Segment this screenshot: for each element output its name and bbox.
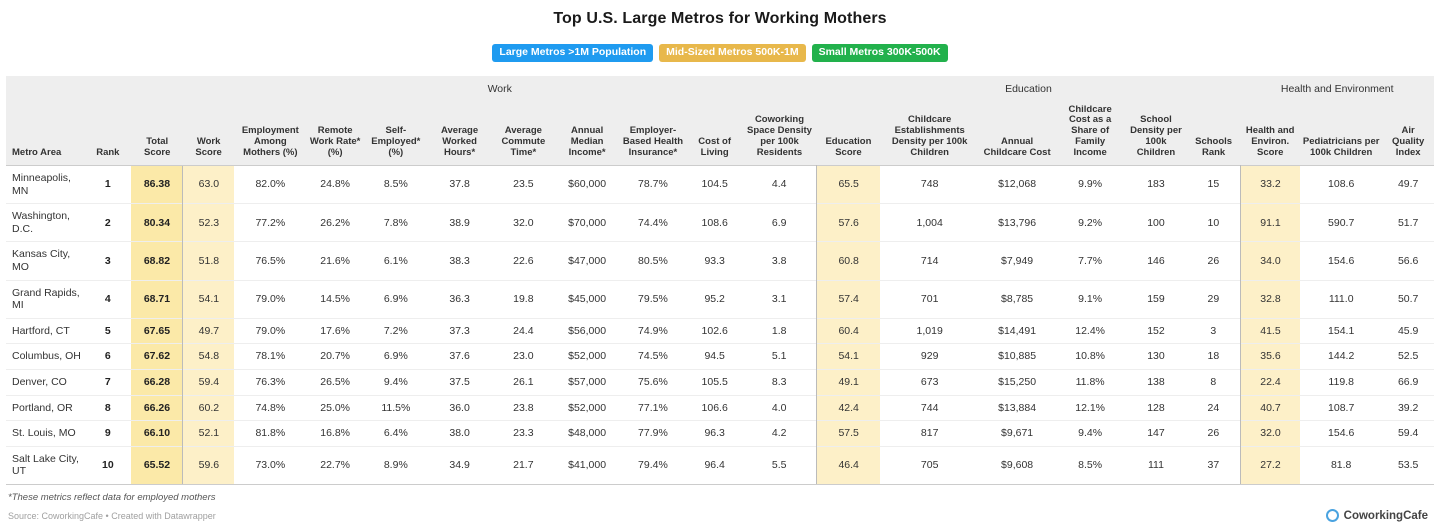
cell-value: $7,949 [979, 242, 1055, 280]
group-header-blank [6, 76, 183, 102]
cell-value: $10,885 [979, 344, 1055, 370]
cell-coworking-density: 6.9 [742, 204, 816, 242]
cell-value: 79.0% [234, 318, 306, 344]
cell-value: 82.0% [234, 166, 306, 204]
cell-value: 96.4 [687, 446, 743, 484]
cell-value: 108.6 [1300, 166, 1382, 204]
col-pediatricians[interactable]: Pediatricians per 100k Children [1300, 102, 1382, 166]
cell-value: 56.6 [1382, 242, 1434, 280]
cell-value: 9.2% [1055, 204, 1125, 242]
cell-work-score: 54.1 [183, 280, 234, 318]
cell-value: 45.9 [1382, 318, 1434, 344]
col-metro-area[interactable]: Metro Area [6, 102, 84, 166]
cell-value: 78.7% [619, 166, 687, 204]
cell-value: 111 [1125, 446, 1187, 484]
cell-value: 37.6 [428, 344, 492, 370]
cell-value: 22.6 [491, 242, 555, 280]
cell-value: 21.6% [306, 242, 364, 280]
cell-value: 75.6% [619, 370, 687, 396]
cell-value: 95.2 [687, 280, 743, 318]
cell-coworking-density: 4.2 [742, 421, 816, 447]
legend-item-small-metros[interactable]: Small Metros 300K-500K [812, 44, 948, 62]
cell-total-score: 66.10 [131, 421, 182, 447]
cell-work-score: 49.7 [183, 318, 234, 344]
col-school-density[interactable]: School Density per 100k Children [1125, 102, 1187, 166]
cell-metro-area: Kansas City, MO [6, 242, 84, 280]
cell-value: 108.6 [687, 204, 743, 242]
cell-value: 81.8% [234, 421, 306, 447]
col-health-environ-score[interactable]: Health and Environ. Score [1240, 102, 1300, 166]
cell-education-score: 60.8 [817, 242, 881, 280]
cell-education-score: 65.5 [817, 166, 881, 204]
cell-health-score: 32.0 [1240, 421, 1300, 447]
cell-health-score: 35.6 [1240, 344, 1300, 370]
cell-value: 59.4 [1382, 421, 1434, 447]
cell-value: 77.1% [619, 395, 687, 421]
cell-value: 25.0% [306, 395, 364, 421]
cell-value: $15,250 [979, 370, 1055, 396]
cell-value: 96.3 [687, 421, 743, 447]
table-row [6, 280, 1434, 318]
cell-value: 152 [1125, 318, 1187, 344]
cell-value: 183 [1125, 166, 1187, 204]
cell-value: 24.8% [306, 166, 364, 204]
col-remote-work-rate[interactable]: Remote Work Rate* (%) [306, 102, 364, 166]
cell-coworking-density: 8.3 [742, 370, 816, 396]
cell-education-score: 57.6 [817, 204, 881, 242]
cell-value: $60,000 [555, 166, 619, 204]
cell-value: $9,608 [979, 446, 1055, 484]
cell-coworking-density: 4.0 [742, 395, 816, 421]
cell-value: 22.7% [306, 446, 364, 484]
cell-value: 38.3 [428, 242, 492, 280]
cell-value: 66.9 [1382, 370, 1434, 396]
cell-value: 701 [880, 280, 979, 318]
cell-value: 9.4% [364, 370, 428, 396]
cell-value: 21.7 [491, 446, 555, 484]
col-work-score[interactable]: Work Score [183, 102, 234, 166]
footnote: *These metrics reflect data for employed mothers [8, 492, 216, 504]
cell-value: 6.4% [364, 421, 428, 447]
cell-value: $9,671 [979, 421, 1055, 447]
cell-coworking-density: 5.1 [742, 344, 816, 370]
page-title: Top U.S. Large Metros for Working Mothers [553, 10, 887, 27]
cell-metro-area: Hartford, CT [6, 318, 84, 344]
cell-value: 78.1% [234, 344, 306, 370]
cell-total-score: 67.62 [131, 344, 182, 370]
cell-work-score: 59.6 [183, 446, 234, 484]
cell-value: 1,019 [880, 318, 979, 344]
table-row [6, 370, 1434, 396]
cell-value: 36.0 [428, 395, 492, 421]
cell-work-score: 54.8 [183, 344, 234, 370]
cell-health-score: 32.8 [1240, 280, 1300, 318]
cell-value: 38.0 [428, 421, 492, 447]
table-body [6, 166, 1434, 485]
cell-value: 23.3 [491, 421, 555, 447]
cell-value: 12.1% [1055, 395, 1125, 421]
cell-value: 7.7% [1055, 242, 1125, 280]
cell-metro-area: St. Louis, MO [6, 421, 84, 447]
cell-value: $57,000 [555, 370, 619, 396]
table-row [6, 395, 1434, 421]
cell-value: 9.9% [1055, 166, 1125, 204]
cell-metro-area: Salt Lake City, UT [6, 446, 84, 484]
cell-value: 20.7% [306, 344, 364, 370]
cell-value: 147 [1125, 421, 1187, 447]
cell-value: 108.7 [1300, 395, 1382, 421]
cell-value: $13,884 [979, 395, 1055, 421]
cell-value: 93.3 [687, 242, 743, 280]
cell-metro-area: Portland, OR [6, 395, 84, 421]
cell-value: 19.8 [491, 280, 555, 318]
table-row [6, 446, 1434, 484]
col-childcare-establishments-density[interactable]: Childcare Establishments Density per 100k Children [880, 102, 979, 166]
cell-value: $41,000 [555, 446, 619, 484]
cell-value: 74.4% [619, 204, 687, 242]
cell-work-score: 52.3 [183, 204, 234, 242]
cell-value: 10.8% [1055, 344, 1125, 370]
cell-value: 73.0% [234, 446, 306, 484]
table-group-row [6, 76, 1434, 102]
cell-value: $14,491 [979, 318, 1055, 344]
cell-health-score: 27.2 [1240, 446, 1300, 484]
cell-value: 52.5 [1382, 344, 1434, 370]
cell-value: 32.0 [491, 204, 555, 242]
cell-value: 119.8 [1300, 370, 1382, 396]
cell-rank: 1 [84, 166, 131, 204]
cell-schools-rank: 37 [1187, 446, 1241, 484]
col-education-score[interactable]: Education Score [817, 102, 881, 166]
table-row [6, 421, 1434, 447]
metros-table [6, 76, 1434, 486]
table-header [6, 76, 1434, 166]
cell-total-score: 86.38 [131, 166, 182, 204]
cell-value: 1,004 [880, 204, 979, 242]
cell-coworking-density: 3.8 [742, 242, 816, 280]
cell-value: 39.2 [1382, 395, 1434, 421]
cell-metro-area: Denver, CO [6, 370, 84, 396]
col-annual-childcare-cost[interactable]: Annual Childcare Cost [979, 102, 1055, 166]
cell-value: $70,000 [555, 204, 619, 242]
cell-coworking-density: 5.5 [742, 446, 816, 484]
cell-value: 9.1% [1055, 280, 1125, 318]
cell-value: 7.8% [364, 204, 428, 242]
table-column-header-row [6, 102, 1434, 166]
cell-value: 76.3% [234, 370, 306, 396]
cell-value: 138 [1125, 370, 1187, 396]
cell-education-score: 49.1 [817, 370, 881, 396]
cell-value: 154.6 [1300, 242, 1382, 280]
legend-item-large-metros[interactable]: Large Metros >1M Population [492, 44, 653, 62]
cell-schools-rank: 3 [1187, 318, 1241, 344]
table-row [6, 242, 1434, 280]
cell-value: 23.8 [491, 395, 555, 421]
col-childcare-cost-share[interactable]: Childcare Cost as a Share of Family Income [1055, 102, 1125, 166]
cell-metro-area: Washington, D.C. [6, 204, 84, 242]
cell-value: 11.5% [364, 395, 428, 421]
cell-value: 8.5% [364, 166, 428, 204]
cell-value: $52,000 [555, 395, 619, 421]
cell-value: 77.2% [234, 204, 306, 242]
cell-total-score: 80.34 [131, 204, 182, 242]
col-air-quality-index[interactable]: Air Quality Index [1382, 102, 1434, 166]
cell-value: $52,000 [555, 344, 619, 370]
cell-value: $56,000 [555, 318, 619, 344]
cell-schools-rank: 15 [1187, 166, 1241, 204]
cell-health-score: 22.4 [1240, 370, 1300, 396]
cell-value: 146 [1125, 242, 1187, 280]
brand-name: CoworkingCafe [1343, 509, 1428, 522]
col-employment-among-mothers[interactable]: Employment Among Mothers (%) [234, 102, 306, 166]
cell-value: $8,785 [979, 280, 1055, 318]
cell-value: 26.5% [306, 370, 364, 396]
cell-total-score: 68.71 [131, 280, 182, 318]
cell-value: 24.4 [491, 318, 555, 344]
cell-rank: 6 [84, 344, 131, 370]
cell-value: 154.6 [1300, 421, 1382, 447]
cell-education-score: 46.4 [817, 446, 881, 484]
cell-value: 590.7 [1300, 204, 1382, 242]
cell-work-score: 51.8 [183, 242, 234, 280]
cell-schools-rank: 8 [1187, 370, 1241, 396]
cell-value: 26.2% [306, 204, 364, 242]
cell-value: 49.7 [1382, 166, 1434, 204]
cell-value: 34.9 [428, 446, 492, 484]
cell-value: 81.8 [1300, 446, 1382, 484]
cell-rank: 8 [84, 395, 131, 421]
cell-value: 105.5 [687, 370, 743, 396]
cell-value: 80.5% [619, 242, 687, 280]
group-header-health: Health and Environment [1240, 76, 1434, 102]
cell-rank: 10 [84, 446, 131, 484]
cell-value: 74.5% [619, 344, 687, 370]
cell-value: 79.5% [619, 280, 687, 318]
cell-value: $13,796 [979, 204, 1055, 242]
col-total-score[interactable]: Total Score [131, 102, 182, 166]
cell-value: 12.4% [1055, 318, 1125, 344]
cell-value: 748 [880, 166, 979, 204]
cell-value: 9.4% [1055, 421, 1125, 447]
cell-value: $45,000 [555, 280, 619, 318]
cell-education-score: 54.1 [817, 344, 881, 370]
cell-value: 37.3 [428, 318, 492, 344]
cell-value: 8.9% [364, 446, 428, 484]
cell-education-score: 42.4 [817, 395, 881, 421]
cell-value: 6.9% [364, 344, 428, 370]
cell-value: 8.5% [1055, 446, 1125, 484]
cell-health-score: 41.5 [1240, 318, 1300, 344]
table-row [6, 166, 1434, 204]
cell-rank: 4 [84, 280, 131, 318]
cell-value: 38.9 [428, 204, 492, 242]
cell-value: 104.5 [687, 166, 743, 204]
cell-rank: 5 [84, 318, 131, 344]
cell-work-score: 59.4 [183, 370, 234, 396]
cell-rank: 3 [84, 242, 131, 280]
col-employer-health-insurance[interactable]: Employer-Based Health Insurance* [619, 102, 687, 166]
group-header-work: Work [183, 76, 817, 102]
cell-value: 102.6 [687, 318, 743, 344]
data-table-wrapper [0, 76, 1440, 486]
cell-value: 74.8% [234, 395, 306, 421]
cell-value: 744 [880, 395, 979, 421]
cell-value: 111.0 [1300, 280, 1382, 318]
cell-coworking-density: 3.1 [742, 280, 816, 318]
cell-value: 23.0 [491, 344, 555, 370]
cell-value: 705 [880, 446, 979, 484]
cell-value: 7.2% [364, 318, 428, 344]
cell-rank: 7 [84, 370, 131, 396]
cell-schools-rank: 29 [1187, 280, 1241, 318]
cell-value: 94.5 [687, 344, 743, 370]
cell-value: 50.7 [1382, 280, 1434, 318]
cell-total-score: 66.28 [131, 370, 182, 396]
cell-metro-area: Minneapolis, MN [6, 166, 84, 204]
chart-footer [0, 503, 1440, 522]
col-average-worked-hours[interactable]: Average Worked Hours* [428, 102, 492, 166]
cell-total-score: 66.26 [131, 395, 182, 421]
col-rank[interactable]: Rank [84, 102, 131, 166]
col-schools-rank[interactable]: Schools Rank [1187, 102, 1241, 166]
table-row [6, 318, 1434, 344]
cell-health-score: 34.0 [1240, 242, 1300, 280]
cell-value: 37.5 [428, 370, 492, 396]
cell-value: 36.3 [428, 280, 492, 318]
cell-education-score: 60.4 [817, 318, 881, 344]
cell-value: 16.8% [306, 421, 364, 447]
cell-education-score: 57.5 [817, 421, 881, 447]
cell-health-score: 40.7 [1240, 395, 1300, 421]
cell-value: 11.8% [1055, 370, 1125, 396]
cell-coworking-density: 1.8 [742, 318, 816, 344]
cell-value: $47,000 [555, 242, 619, 280]
cell-value: 23.5 [491, 166, 555, 204]
cell-rank: 9 [84, 421, 131, 447]
cell-value: 6.9% [364, 280, 428, 318]
cell-health-score: 91.1 [1240, 204, 1300, 242]
table-row [6, 344, 1434, 370]
legend-item-mid-sized-metros[interactable]: Mid-Sized Metros 500K-1M [659, 44, 805, 62]
cell-value: 673 [880, 370, 979, 396]
cell-schools-rank: 26 [1187, 242, 1241, 280]
cell-value: $12,068 [979, 166, 1055, 204]
cell-value: 100 [1125, 204, 1187, 242]
col-average-commute-time[interactable]: Average Commute Time* [491, 102, 555, 166]
cell-work-score: 52.1 [183, 421, 234, 447]
cell-metro-area: Columbus, OH [6, 344, 84, 370]
cell-schools-rank: 24 [1187, 395, 1241, 421]
cell-value: 128 [1125, 395, 1187, 421]
cell-value: 26.1 [491, 370, 555, 396]
cell-total-score: 65.52 [131, 446, 182, 484]
cell-value: 17.6% [306, 318, 364, 344]
cell-value: 74.9% [619, 318, 687, 344]
brand-logo[interactable] [1326, 509, 1428, 522]
cell-value: 79.0% [234, 280, 306, 318]
cell-value: 159 [1125, 280, 1187, 318]
cell-value: 6.1% [364, 242, 428, 280]
legend [0, 44, 1440, 62]
col-annual-median-income[interactable]: Annual Median Income* [555, 102, 619, 166]
cell-value: 714 [880, 242, 979, 280]
cell-coworking-density: 4.4 [742, 166, 816, 204]
cell-rank: 2 [84, 204, 131, 242]
cell-value: 77.9% [619, 421, 687, 447]
cell-schools-rank: 18 [1187, 344, 1241, 370]
cell-value: 106.6 [687, 395, 743, 421]
cell-total-score: 67.65 [131, 318, 182, 344]
source-text: Source: CoworkingCafe • Created with Datawrapper [8, 510, 216, 521]
cell-total-score: 68.82 [131, 242, 182, 280]
cell-value: 37.8 [428, 166, 492, 204]
table-row [6, 204, 1434, 242]
cell-metro-area: Grand Rapids, MI [6, 280, 84, 318]
cell-value: $48,000 [555, 421, 619, 447]
circle-logo-icon [1326, 509, 1339, 522]
cell-value: 144.2 [1300, 344, 1382, 370]
cell-schools-rank: 26 [1187, 421, 1241, 447]
cell-education-score: 57.4 [817, 280, 881, 318]
cell-value: 53.5 [1382, 446, 1434, 484]
col-cost-of-living[interactable]: Cost of Living [687, 102, 743, 166]
cell-value: 14.5% [306, 280, 364, 318]
cell-work-score: 63.0 [183, 166, 234, 204]
cell-value: 929 [880, 344, 979, 370]
cell-value: 130 [1125, 344, 1187, 370]
cell-work-score: 60.2 [183, 395, 234, 421]
col-coworking-space-density[interactable]: Coworking Space Density per 100k Residents [742, 102, 816, 166]
col-self-employed[interactable]: Self-Employed* (%) [364, 102, 428, 166]
group-header-education: Education [817, 76, 1241, 102]
cell-value: 76.5% [234, 242, 306, 280]
cell-value: 51.7 [1382, 204, 1434, 242]
cell-health-score: 33.2 [1240, 166, 1300, 204]
cell-value: 79.4% [619, 446, 687, 484]
cell-value: 817 [880, 421, 979, 447]
cell-value: 154.1 [1300, 318, 1382, 344]
cell-schools-rank: 10 [1187, 204, 1241, 242]
